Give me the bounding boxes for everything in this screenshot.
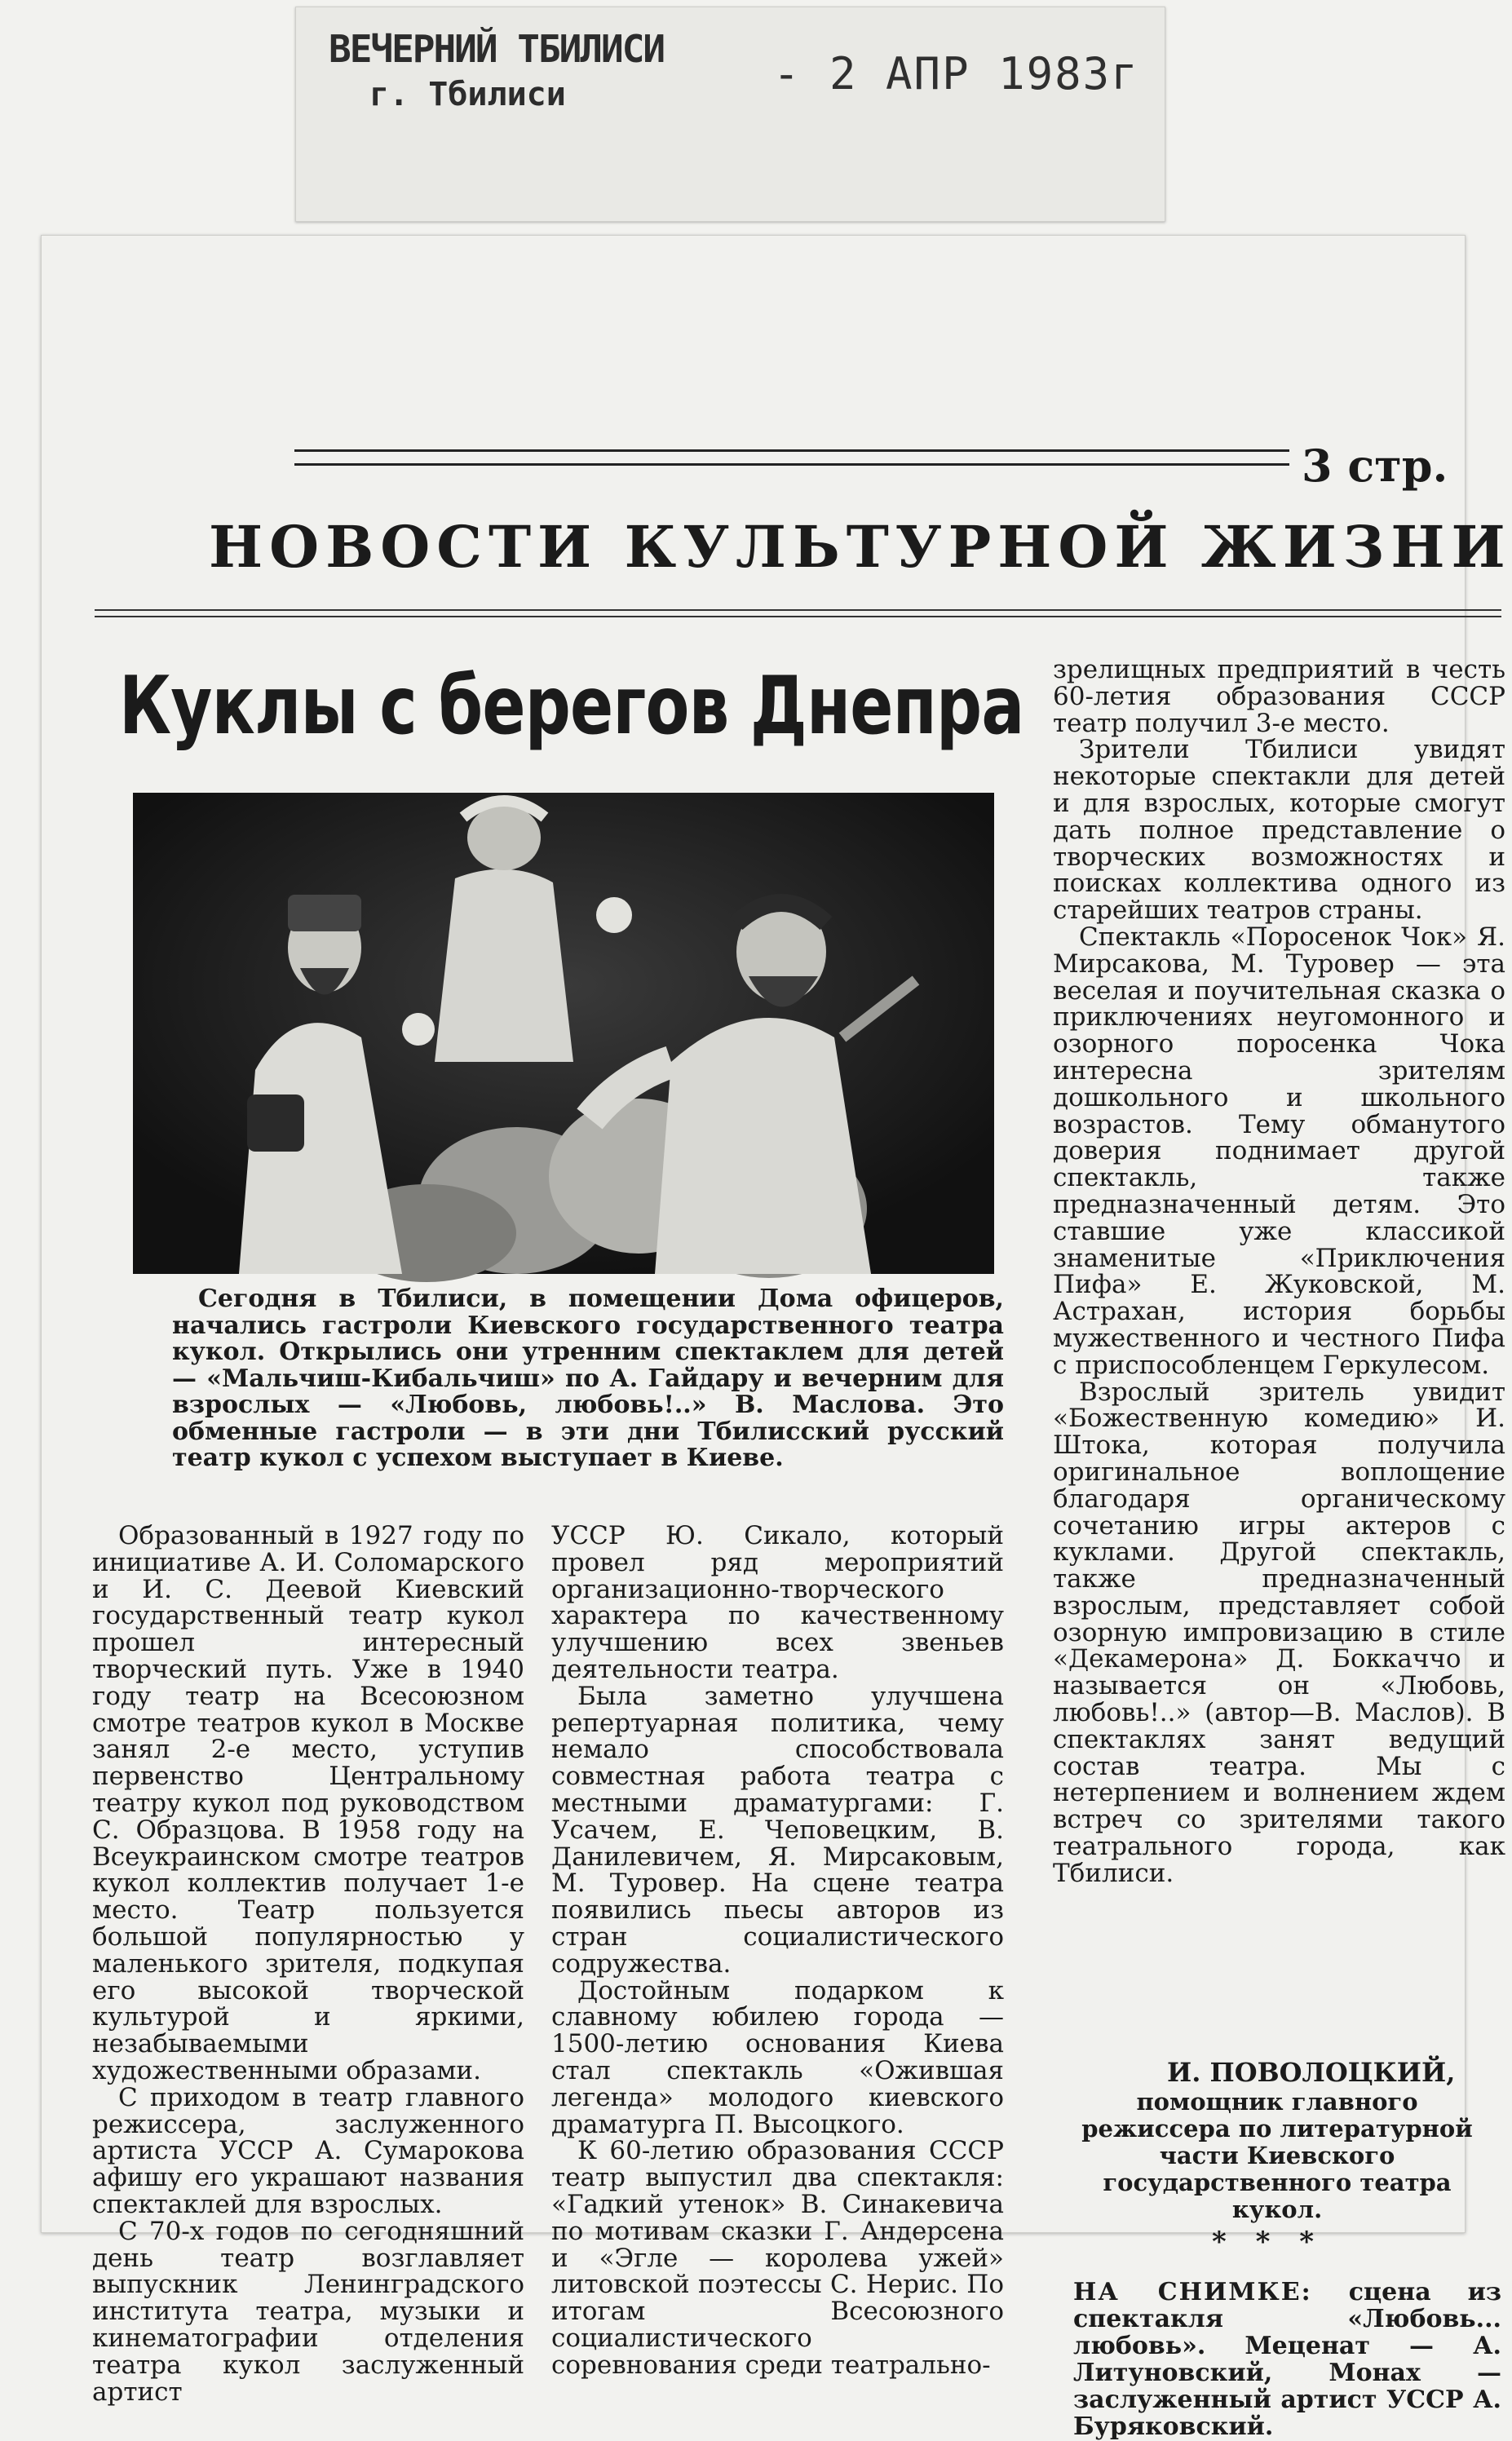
date-stamp: - 2 АПР 1983г: [773, 48, 1139, 99]
article-lead: Сегодня в Тбилиси, в помещении Дома офицеров, начались гастроли Киевского государственного театра кукол. Открылись они утренним спектаклем для детей — «Мальчиш-Кибальчиш» по А. Гайдару и вечерним для взрослых — «Любовь, любовь!..» В. Маслова. Это обменные гастроли — в эти дни Тбилисский русский театр кукол с успехом выступает в Киеве.: [172, 1285, 1004, 1472]
page-rule-divider: [294, 449, 1289, 466]
paragraph: Образованный в 1927 году по инициативе А. И. Соломарского и И. С. Деевой Киевский государственный театр кукол прошел интересный творческий путь. Уже в 1940 году театр на Всесоюзном смотре театров кукол в Москве занял 2-е место, уступив первенство Центральному театру кукол под руководством С. Образцова. В 1958 году на Всеукраинском смотре театров кукол коллектив получает 1-е место. Театр пользуется большой популярностью у маленького зрителя, подкупая его высокой творческой культурой и яркими, незабываемыми художественными образами.: [92, 1521, 524, 2085]
text-column-2: [551, 1523, 1004, 2379]
paragraph: УССР Ю. Сикало, который провел ряд мероприятий организационно-творческого характера по качественному улучшению всех звеньев деятельности театра.: [551, 1521, 1004, 1684]
paragraph: Зрители Тбилиси увидят некоторые спектакли для детей и для взрослых, которые смогут дать полное представление о творческих возможностях и поисках коллектива одного из старейших театров страны.: [1053, 735, 1505, 926]
page-number: 3 стр.: [1302, 440, 1448, 492]
paragraph: Была заметно улучшена репертуарная политика, чему немало способствовала совместная работа театра с местными драматургами: Г. Усачем, Е. Чеповецким, В. Данилевичем, Я. Мирсаковым, М. Туровер. На сцене театра появились пьесы авторов из стран социалистического содружества.: [551, 1681, 1004, 1979]
paragraph: зрелищных предприятий в честь 60-летия образования СССР театр получил 3-е место.: [1053, 655, 1505, 738]
separator-asterisks: * * *: [1212, 2226, 1324, 2258]
city-stamp: г. Тбилиси: [369, 76, 566, 113]
article-photo: [133, 793, 994, 1274]
source-stamp-label: [295, 7, 1165, 222]
paragraph: Спектакль «Поросенок Чок» Я. Мирсакова, М. Туровер — эта веселая и поучительная сказка о приключениях неугомонного и озорного поросенка Чока интересна зрителям дошкольного и школьного возрастов. Тему обманутого доверия поднимает другой спектакль, также предназначенный детям. Это ставшие уже классикой знаменитые «Приключения Пифа» Е. Жуковской, М. Астрахан, история борьбы мужественного и честного Пифа с приспособленцем Геркулесом.: [1053, 922, 1505, 1380]
paragraph: Достойным подарком к славному юбилею города — 1500-летию основания Киева стал спектакль «Ожившая легенда» молодого киевского драматурга П. Высоцкого.: [551, 1975, 1004, 2139]
paragraph: К 60-летию образования СССР театр выпустил два спектакля: «Гадкий утенок» В. Синакевича по мотивам сказки Г. Андерсена и «Эгле — королева ужей» литовской поэтессы С. Нерис. По итогам Всесоюзного социалистического соревнования среди театрально-: [551, 2136, 1004, 2380]
article-headline: Куклы с берегов Днепра: [119, 660, 1024, 753]
newspaper-name-stamp: ВЕЧЕРНИЙ ТБИЛИСИ: [329, 27, 665, 71]
author-role: помощник главного режиссера по литературной части Киевского государственного театра кукол.: [1081, 2088, 1473, 2223]
section-rule-divider: [95, 609, 1501, 617]
caption-text: сцена из спектакля «Любовь... любовь». Меценат — А. Литуновский, Монах — заслуженный артист УССР А. Буряковский.: [1073, 2278, 1501, 2441]
paragraph: С приходом в театр главного режиссера, заслуженного артиста УССР А. Сумарокова афишу его украшают названия спектаклей для взрослых.: [92, 2082, 524, 2219]
puppet-scene-image: [133, 793, 994, 1274]
newspaper-clipping: [41, 235, 1512, 2441]
paragraph: Взрослый зритель увидит «Божественную комедию» И. Штока, которая получила оригинальное воплощение благодаря органическому сочетанию игры актеров с куклами. Другой спектакль, также предназначенный взрослым, представляет собой озорную импровизацию в стиле «Декамерона» Д. Боккаччо и называется он «Любовь, любовь!..» (автор—В. Маслов). В спектаклях занят ведущий состав театра. Мы с нетерпением и волнением ждем встреч со зрителями такого театрального города, как Тбилиси.: [1053, 1377, 1505, 1888]
paragraph: С 70-х годов по сегодняшний день театр возглавляет выпускник Ленинградского института театра, музыки и кинематографии отделения театра кукол заслуженный артист: [92, 2216, 524, 2407]
section-title: НОВОСТИ КУЛЬТУРНОЙ ЖИЗНИ: [209, 513, 1512, 581]
text-column-3: [1053, 657, 1505, 1887]
caption-heading: НА СНИМКЕ:: [1073, 2278, 1312, 2306]
photo-caption: [1073, 2279, 1501, 2440]
text-column-1: [92, 1523, 524, 2405]
author-name: И. ПОВОЛОЦКИЙ,: [1167, 2057, 1456, 2088]
